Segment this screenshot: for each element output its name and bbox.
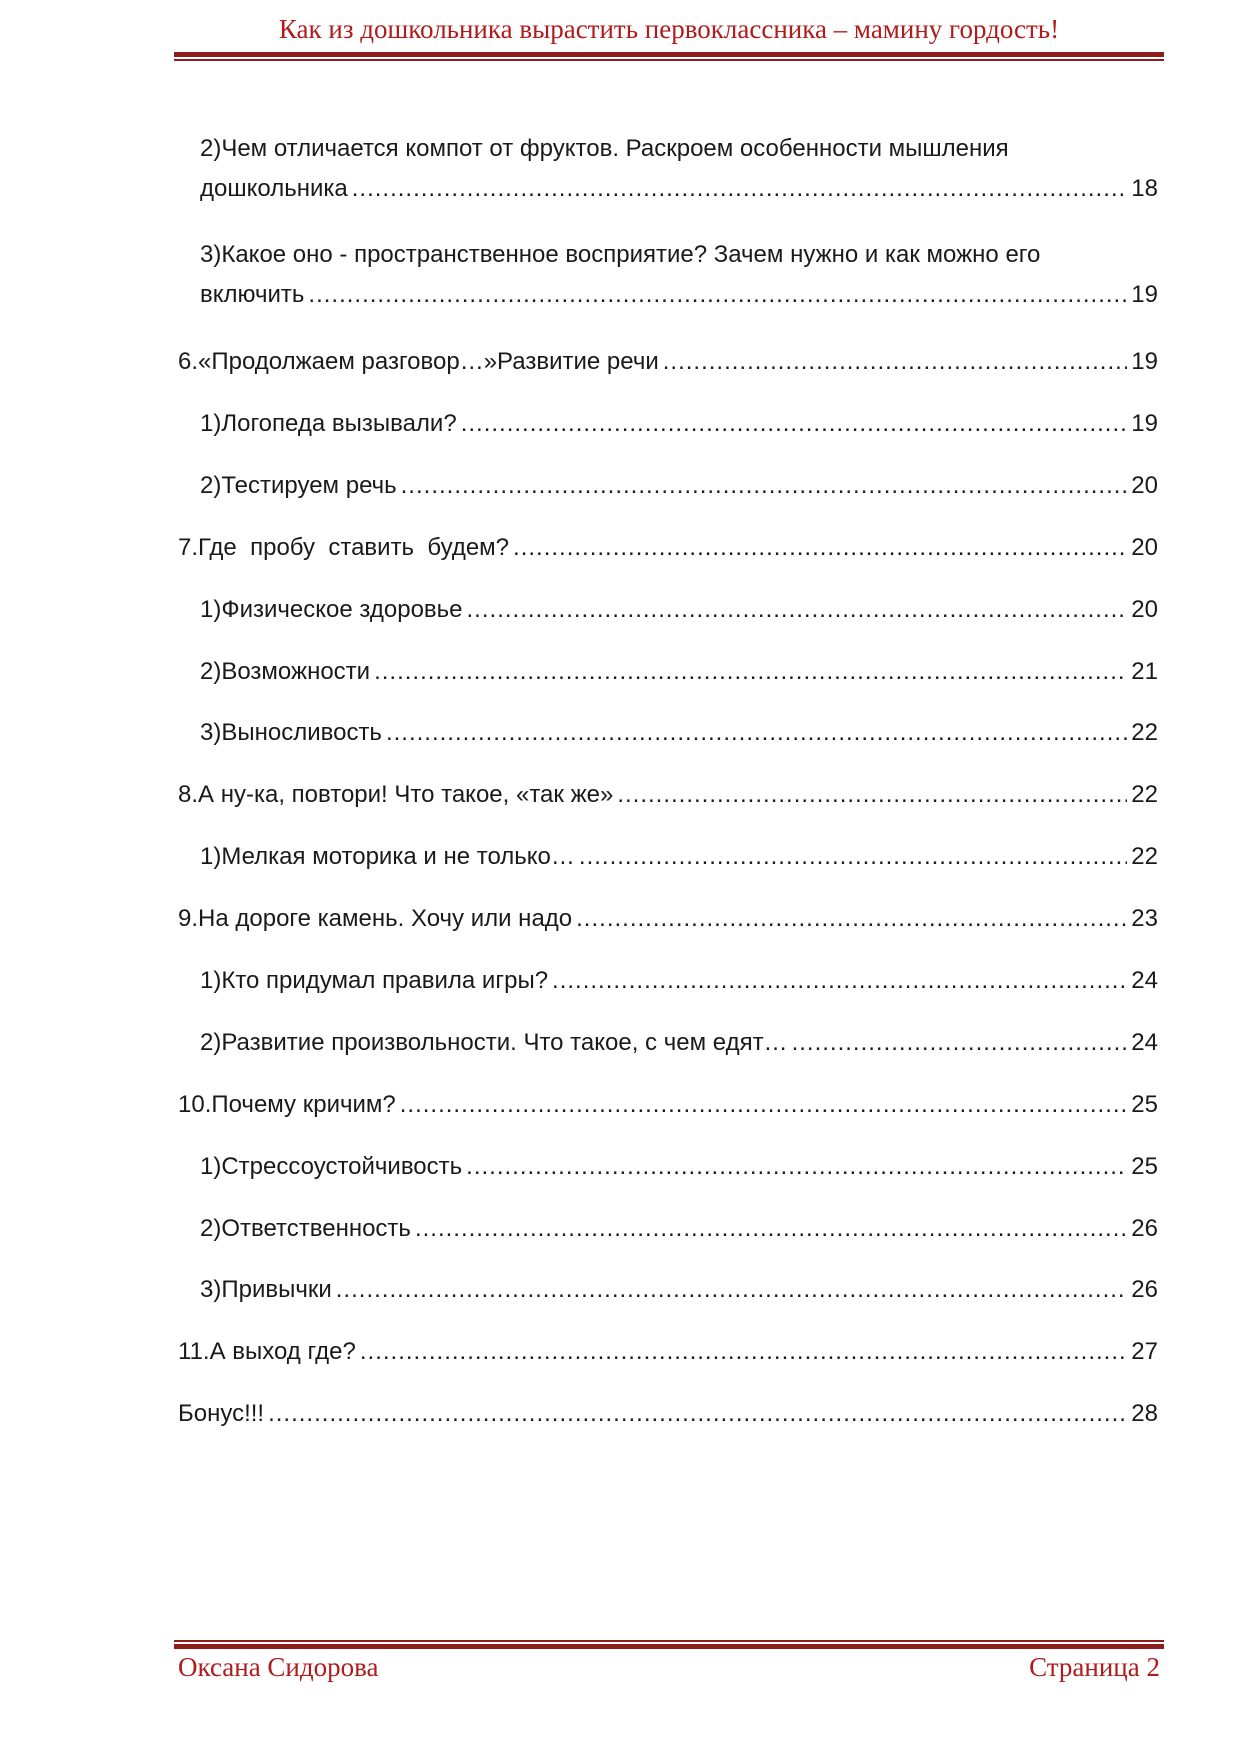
- dot-leader: [513, 528, 1127, 568]
- toc-page-number: 20: [1131, 534, 1158, 561]
- header-divider: [174, 52, 1164, 61]
- toc-entry[interactable]: [178, 899, 1158, 939]
- toc-page-number: 27: [1131, 1338, 1158, 1365]
- toc-entry-title-line: 3)Какое оно - пространственное восприятие? Зачем нужно и как можно его: [200, 241, 1041, 268]
- toc-entry-title: 2)Развитие произвольности. Что такое, с чем едят…: [200, 1029, 788, 1056]
- dot-leader: [461, 404, 1128, 444]
- toc-entry[interactable]: [178, 528, 1158, 568]
- toc-entry[interactable]: [200, 837, 1158, 877]
- toc-entry-title: 7.Где пробу ставить будем?: [178, 534, 510, 561]
- toc-entry[interactable]: [178, 775, 1158, 815]
- dot-leader: [552, 961, 1127, 1001]
- toc-page-number: 22: [1131, 843, 1158, 870]
- toc-entry-title: Бонус!!!: [178, 1400, 265, 1427]
- toc-entry-title: 1)Логопеда вызывали?: [200, 410, 457, 437]
- toc-page-number: 26: [1131, 1215, 1158, 1242]
- dot-leader: [400, 1085, 1128, 1125]
- toc-page-number: 18: [1131, 175, 1158, 202]
- toc-page-number: 21: [1131, 658, 1158, 685]
- dot-leader: [360, 1332, 1127, 1372]
- toc-entry-title: 2)Ответственность: [200, 1215, 411, 1242]
- toc-entry-title: 3)Привычки: [200, 1276, 332, 1303]
- toc-entry-title: 9.На дороге камень. Хочу или надо: [178, 905, 573, 932]
- toc-entry-title: 2)Тестируем речь: [200, 472, 397, 499]
- dot-leader: [308, 275, 1127, 315]
- toc-entry[interactable]: [200, 713, 1158, 753]
- dot-leader: [415, 1209, 1127, 1249]
- toc-entry-title: 8.А ну-ка, повтори! Что такое, «так же»: [178, 781, 614, 808]
- toc-entry[interactable]: [178, 1394, 1158, 1434]
- dot-leader: [386, 713, 1127, 753]
- toc-page-number: 20: [1131, 596, 1158, 623]
- dot-leader: [579, 837, 1127, 877]
- toc-entry-title: 1)Кто придумал правила игры?: [200, 967, 549, 994]
- toc-entry-title: дошкольника: [200, 175, 348, 202]
- toc-entry-title: 2)Возможности: [200, 658, 371, 685]
- toc-page-number: 20: [1131, 472, 1158, 499]
- footer-divider: [174, 1640, 1164, 1649]
- dot-leader: [352, 169, 1128, 209]
- footer-author: Оксана Сидорова: [178, 1652, 379, 1682]
- toc-entry[interactable]: [200, 1270, 1158, 1310]
- toc-page-number: 24: [1131, 1029, 1158, 1056]
- toc-entry[interactable]: [200, 1023, 1158, 1063]
- toc-page-number: 19: [1131, 410, 1158, 437]
- toc-entry[interactable]: [200, 235, 1158, 315]
- toc-entry[interactable]: [200, 1147, 1158, 1187]
- toc-entry[interactable]: [200, 129, 1158, 209]
- toc-entry[interactable]: [200, 1209, 1158, 1249]
- toc-page-number: 25: [1131, 1091, 1158, 1118]
- toc-entry-title: 11.А выход где?: [178, 1338, 356, 1365]
- toc-entry-title: 10.Почему кричим?: [178, 1091, 396, 1118]
- page-header-title: Как из дошкольника вырастить первоклассника – мамину гордость!: [278, 14, 1060, 44]
- toc-entry[interactable]: [178, 342, 1158, 382]
- toc-entry[interactable]: [200, 652, 1158, 692]
- dot-leader: [576, 899, 1127, 939]
- toc-page-number: 25: [1131, 1153, 1158, 1180]
- dot-leader: [268, 1394, 1127, 1434]
- dot-leader: [663, 342, 1128, 382]
- toc-entry-title-line: 2)Чем отличается компот от фруктов. Раскроем особенности мышления: [200, 135, 1009, 162]
- toc-page-number: 24: [1131, 967, 1158, 994]
- dot-leader: [374, 652, 1127, 692]
- footer-page-number: Страница 2: [1029, 1652, 1160, 1682]
- toc-entry-title: 1)Физическое здоровье: [200, 596, 463, 623]
- dot-leader: [467, 590, 1128, 630]
- dot-leader: [792, 1023, 1128, 1063]
- toc-entry-title: 1)Мелкая моторика и не только…: [200, 843, 575, 870]
- toc-entry-title: 1)Стрессоустойчивость: [200, 1153, 463, 1180]
- toc-entry[interactable]: [200, 961, 1158, 1001]
- toc-page-number: 22: [1131, 781, 1158, 808]
- dot-leader: [336, 1270, 1128, 1310]
- toc-entry-title: включить: [200, 281, 305, 308]
- toc-page-number: 26: [1131, 1276, 1158, 1303]
- toc-entry-title: 6.«Продолжаем разговор…»Развитие речи: [178, 348, 659, 375]
- dot-leader: [466, 1147, 1127, 1187]
- dot-leader: [617, 775, 1127, 815]
- toc-entry[interactable]: [178, 1085, 1158, 1125]
- toc-page-number: 19: [1131, 281, 1158, 308]
- toc-entry[interactable]: [200, 404, 1158, 444]
- toc-entry[interactable]: [178, 1332, 1158, 1372]
- toc-entry[interactable]: [200, 466, 1158, 506]
- toc-entry-title: 3)Выносливость: [200, 719, 382, 746]
- toc-page-number: 22: [1131, 719, 1158, 746]
- toc-page-number: 23: [1131, 905, 1158, 932]
- toc-page-number: 19: [1131, 348, 1158, 375]
- toc-page-number: 28: [1131, 1400, 1158, 1427]
- dot-leader: [401, 466, 1128, 506]
- toc-entry[interactable]: [200, 590, 1158, 630]
